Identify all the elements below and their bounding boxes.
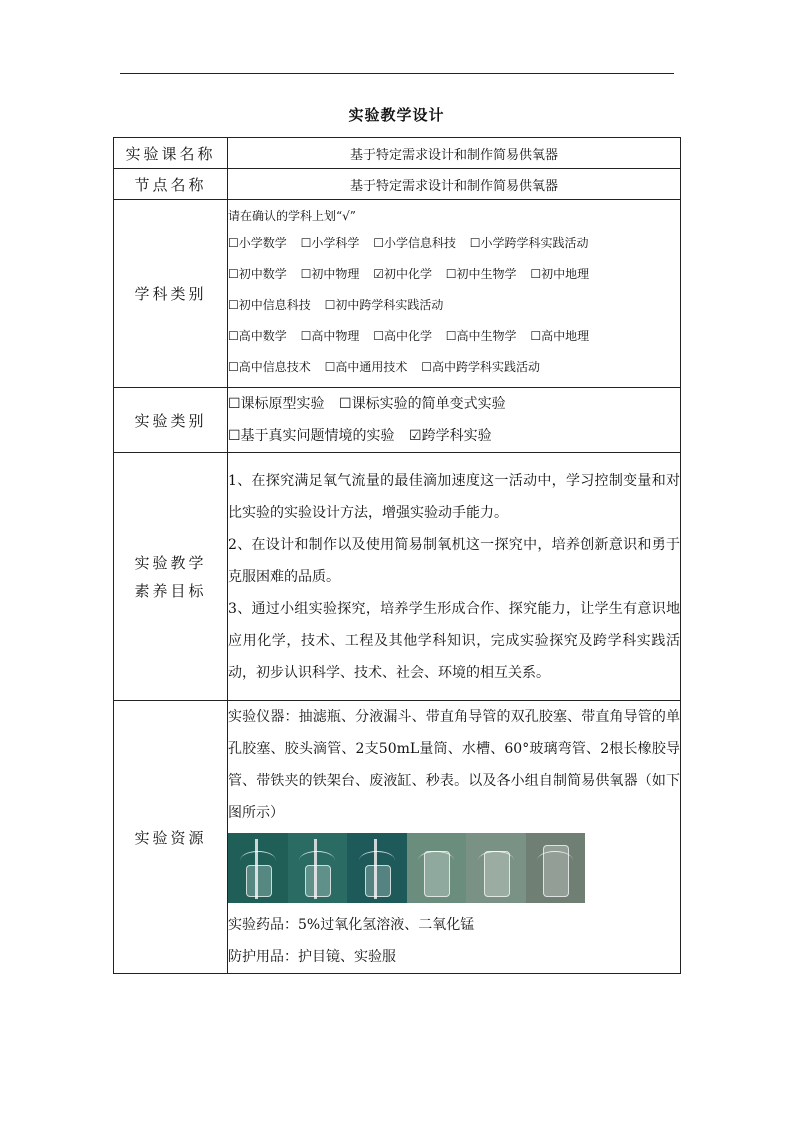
oxygen-generator-photos [228,833,585,903]
subject-line-senior-2 [228,352,680,383]
experiment-line-1 [228,388,680,420]
subject-instruction: 请在确认的学科上划“√” [228,209,356,223]
course-name-label: 实验课名称 [114,138,228,169]
subject-category-label: 学科类别 [114,200,228,388]
experiment-category-options [228,388,681,453]
row-course-name [114,138,681,169]
goal-item-3: 3、通过小组实验探究，培养学生形成合作、探究能力，让学生有意识地应用化学，技术、工程及其他学科知识，完成实验探究及跨学科实践活动，初步认识科学、技术、社会、环境的相互关系。 [228,600,680,681]
checkbox-option[interactable]: ☐初中信息科技 [228,298,311,312]
subject-line-primary [228,228,680,259]
checkbox-option[interactable]: ☐高中生物学 [445,329,517,343]
resources-content [228,701,681,974]
reagents-text: 实验药品：5%过氧化氢溶液、二氧化锰 [228,917,475,933]
apparatus-photo [407,833,467,903]
subject-line-junior-1 [228,259,680,290]
row-literacy-goals [114,453,681,701]
checkbox-option[interactable]: ☐小学跨学科实践活动 [469,236,589,250]
apparatus-photo [228,833,288,903]
apparatus-photo [288,833,348,903]
experiment-design-table [113,137,681,974]
row-subject-category [114,200,681,388]
literacy-goals-label [114,453,228,701]
checkbox-option[interactable]: ☐初中物理 [300,267,360,281]
literacy-goals-content [228,453,681,701]
checkbox-option[interactable]: ☐高中信息技术 [228,360,311,374]
experiment-line-2 [228,420,680,452]
protection-text: 防护用品：护目镜、实验服 [228,949,396,965]
checkbox-option-checked[interactable]: ☑初中化学 [373,267,432,281]
course-name-value: 基于特定需求设计和制作简易供氧器 [228,138,681,169]
checkbox-option[interactable]: ☐基于真实问题情境的实验 [228,428,395,444]
checkbox-option[interactable]: ☐初中生物学 [445,267,517,281]
apparatus-photo [466,833,526,903]
checkbox-option[interactable]: ☐初中跨学科实践活动 [324,298,444,312]
instruments-text: 实验仪器：抽滤瓶、分液漏斗、带直角导管的双孔胶塞、带直角导管的单孔胶塞、胶头滴管、2支50mL量筒、水槽、60°玻璃弯管、2根长橡胶导管、带铁夹的铁架台、废液缸、秒表。以及各小组自制简易供氧器（如下图所示） [228,709,680,821]
checkbox-option[interactable]: ☐小学信息科技 [373,236,456,250]
checkbox-option[interactable]: ☐小学科学 [300,236,360,250]
resources-label: 实验资源 [114,701,228,974]
checkbox-option[interactable]: ☐高中数学 [228,329,287,343]
row-experiment-category [114,388,681,453]
checkbox-option[interactable]: ☐高中通用技术 [324,360,408,374]
header-rule [120,73,674,74]
checkbox-option[interactable]: ☐小学数学 [228,236,287,250]
node-name-value: 基于特定需求设计和制作简易供氧器 [228,169,681,200]
checkbox-option[interactable]: ☐课标实验的简单变式实验 [339,396,506,412]
document-title: 实验教学设计 [348,106,445,124]
apparatus-photo [347,833,407,903]
checkbox-option-checked[interactable]: ☑跨学科实验 [409,428,492,444]
checkbox-option[interactable]: ☐初中地理 [530,267,590,281]
subject-line-junior-2 [228,290,680,321]
experiment-category-label: 实验类别 [114,388,228,453]
row-resources [114,701,681,974]
subject-category-options [228,200,681,388]
checkbox-option[interactable]: ☐高中物理 [300,329,360,343]
goal-item-2: 2、在设计和制作以及使用简易制氧机这一探究中，培养创新意识和勇于克服困难的品质。 [228,536,680,585]
goal-item-1: 1、在探究满足氧气流量的最佳滴加速度这一活动中，学习控制变量和对比实验的实验设计方法，增强实验动手能力。 [228,472,680,521]
checkbox-option[interactable]: ☐高中化学 [373,329,432,343]
literacy-goals-label-line1: 实验教学 [134,553,207,572]
checkbox-option[interactable]: ☐高中跨学科实践活动 [421,360,540,374]
checkbox-option[interactable]: ☐高中地理 [530,329,590,343]
node-name-label: 节点名称 [114,169,228,200]
apparatus-photo [526,833,586,903]
checkbox-option[interactable]: ☐课标原型实验 [228,396,325,412]
subject-line-senior-1 [228,321,680,352]
row-node-name [114,169,681,200]
checkbox-option[interactable]: ☐初中数学 [228,267,287,281]
literacy-goals-label-line2: 素养目标 [134,581,207,600]
